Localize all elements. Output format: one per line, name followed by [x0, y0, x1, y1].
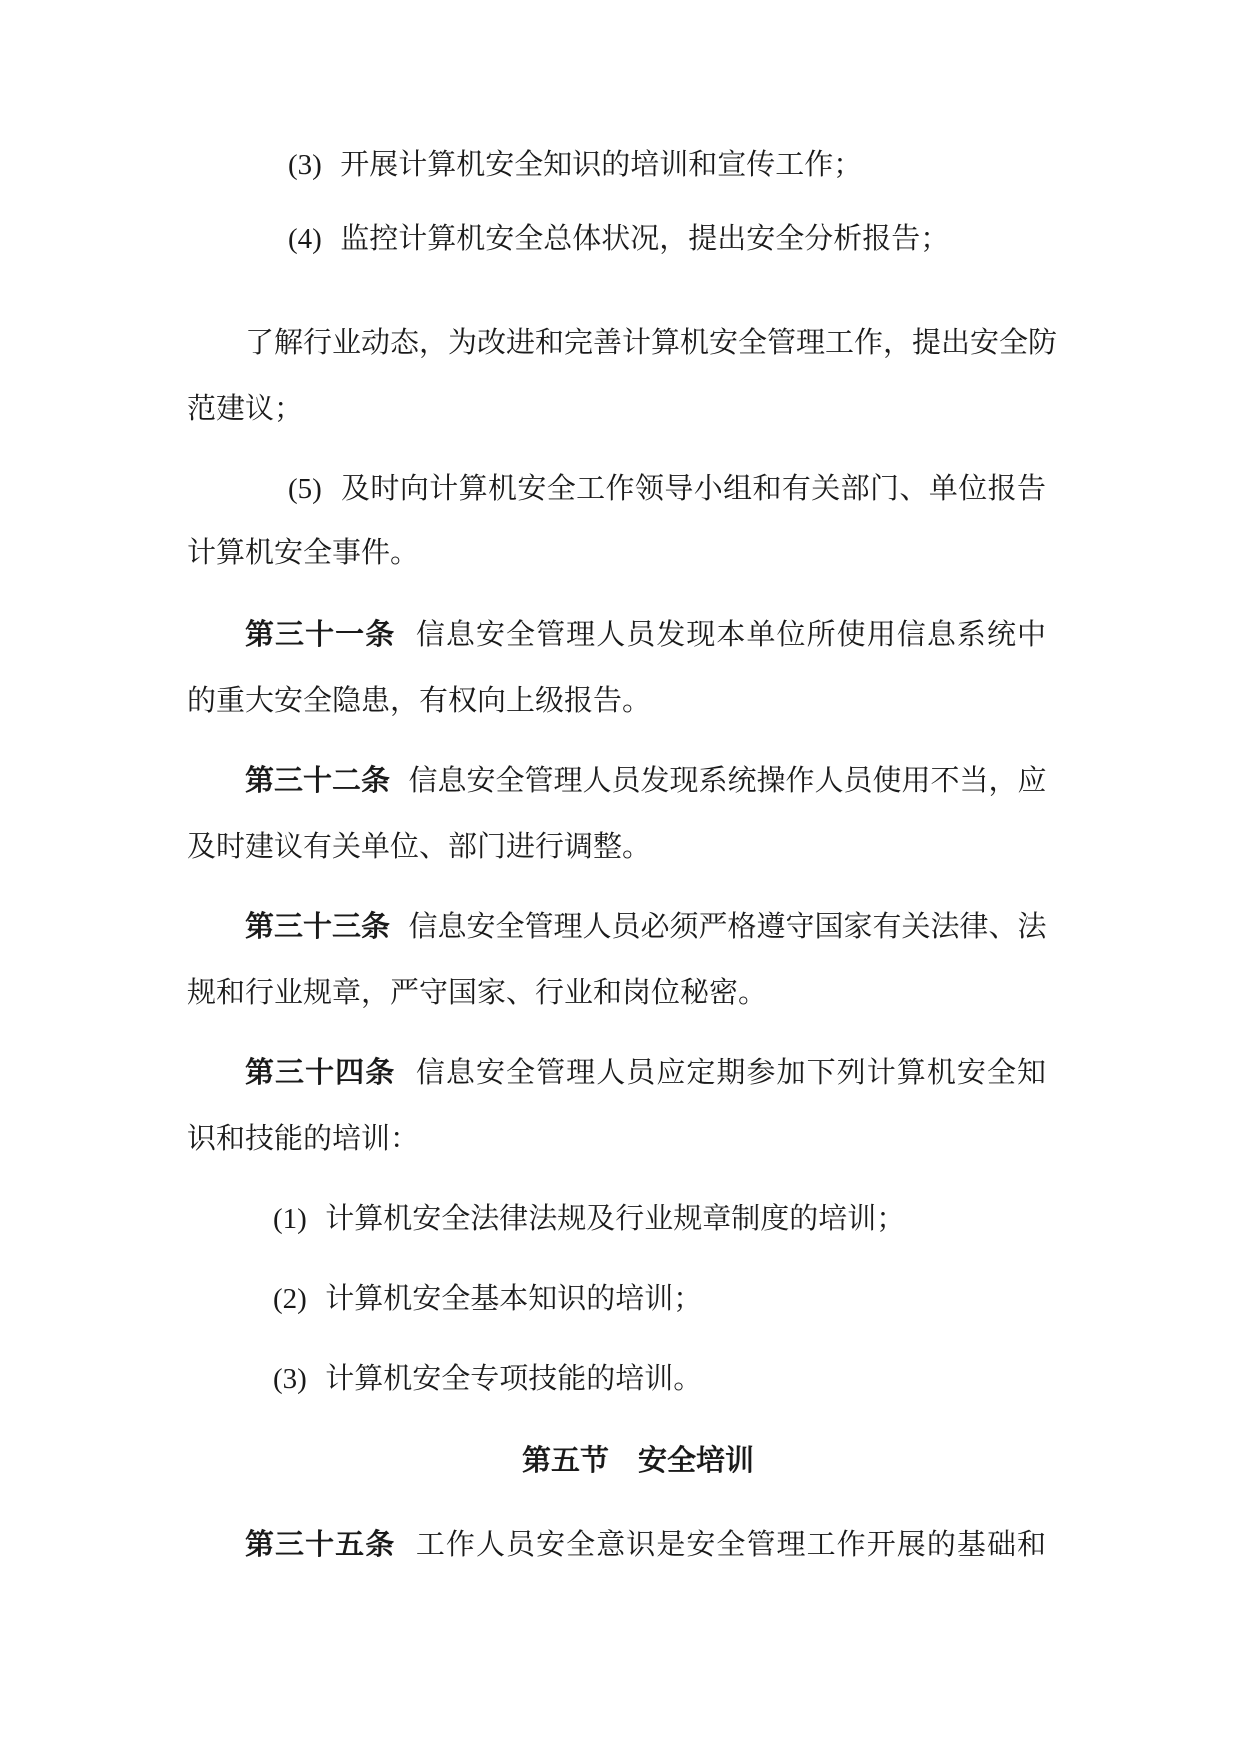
article-34 [245, 1052, 1046, 1092]
section-heading: 第五节 安全培训 [521, 1443, 754, 1477]
article-33 [245, 906, 1046, 946]
article-text: 信息安全管理人员必须严格遵守国家有关法律、法 [408, 909, 1047, 943]
paragraph-line: 范建议； [187, 391, 304, 425]
list-item [273, 1278, 702, 1319]
list-item [288, 468, 1046, 509]
list-item [273, 1358, 702, 1399]
article-title: 第三十五条 [245, 1527, 396, 1561]
list-number: (3) [273, 1363, 307, 1395]
paragraph-line: 规和行业规章，严守国家、行业和岗位秘密。 [187, 975, 768, 1009]
list-number: (2) [273, 1283, 307, 1315]
article-title: 第三十三条 [245, 909, 391, 943]
article-35 [245, 1524, 1046, 1564]
list-text: 及时向计算机安全工作领导小组和有关部门、单位报告 [341, 471, 1046, 505]
paragraph-line: 的重大安全隐患，有权向上级报告。 [187, 683, 652, 717]
paragraph-line: 及时建议有关单位、部门进行调整。 [187, 829, 652, 863]
paragraph-line: 了解行业动态，为改进和完善计算机安全管理工作，提出安全防 [245, 325, 1058, 359]
list-item [288, 218, 949, 259]
article-text: 工作人员安全意识是安全管理工作开展的基础和 [415, 1527, 1046, 1561]
list-number: (5) [288, 473, 322, 505]
paragraph-line: 识和技能的培训： [187, 1121, 420, 1155]
article-title: 第三十一条 [245, 617, 396, 651]
list-text: 监控计算机安全总体状况，提出安全分析报告； [340, 221, 950, 255]
list-item [288, 144, 862, 185]
article-title: 第三十二条 [245, 763, 391, 797]
article-32 [245, 760, 1046, 800]
list-text: 计算机安全法律法规及行业规章制度的培训； [325, 1201, 906, 1235]
list-text: 计算机安全基本知识的培训； [325, 1281, 703, 1315]
paragraph-line: 计算机安全事件。 [187, 535, 420, 569]
article-31 [245, 614, 1046, 654]
list-text: 计算机安全专项技能的培训。 [325, 1361, 703, 1395]
list-item [273, 1198, 905, 1239]
article-text: 信息安全管理人员发现本单位所使用信息系统中 [415, 617, 1046, 651]
list-number: (3) [288, 149, 322, 181]
list-number: (1) [273, 1203, 307, 1235]
list-number: (4) [288, 223, 322, 255]
article-text: 信息安全管理人员应定期参加下列计算机安全知 [415, 1055, 1046, 1089]
list-text: 开展计算机安全知识的培训和宣传工作； [340, 147, 863, 181]
article-title: 第三十四条 [245, 1055, 396, 1089]
article-text: 信息安全管理人员发现系统操作人员使用不当，应 [408, 763, 1047, 797]
